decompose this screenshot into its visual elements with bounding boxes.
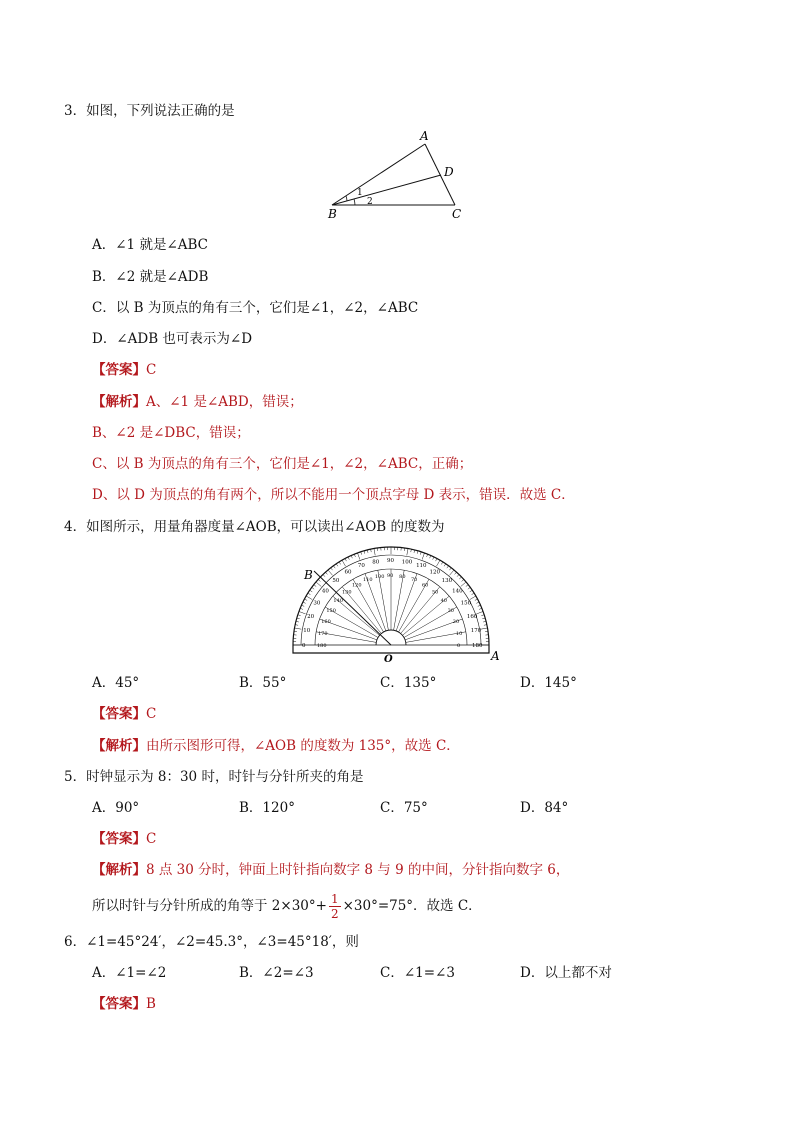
label-2: 2 bbox=[367, 197, 373, 207]
q6-stem: 6．∠1=45°24′，∠2=45.3°，∠3=45°18′，则 bbox=[64, 934, 359, 950]
answer-label: 【答案】 bbox=[92, 996, 146, 1012]
q6-option-d: D．以上都不对 bbox=[520, 965, 612, 981]
protractor-tick bbox=[472, 593, 475, 595]
protractor-tick bbox=[374, 548, 375, 555]
label-D: D bbox=[444, 165, 454, 179]
analysis-text: A、∠1 是∠ABD，错误； bbox=[146, 394, 303, 410]
q5-answer bbox=[92, 830, 156, 848]
protractor-tick bbox=[444, 564, 446, 566]
analysis-text: 8 点 30 分时，钟面上时针指向数字 8 与 9 的中间，分针指向数字 6， bbox=[146, 862, 570, 878]
q3-option-c: C．以 B 为顶点的角有三个，它们是∠1，∠2，∠ABC bbox=[92, 300, 419, 316]
protractor-inner-number: 20 bbox=[452, 619, 460, 626]
protractor-outer-number: 170 bbox=[470, 628, 482, 635]
answer-label: 【答案】 bbox=[92, 831, 146, 847]
protractor-outer-number: 80 bbox=[372, 559, 380, 566]
protractor-tick bbox=[301, 605, 304, 606]
protractor-outer-number: 50 bbox=[332, 577, 340, 584]
protractor-tick bbox=[299, 611, 306, 613]
protractor-tick bbox=[308, 593, 311, 595]
protractor-outer-number: 110 bbox=[416, 563, 427, 570]
protractor-inner-number: 70 bbox=[410, 577, 418, 584]
fraction-numerator: 1 bbox=[330, 892, 339, 906]
protractor-outer-number: 60 bbox=[344, 569, 352, 576]
protractor-tick bbox=[476, 602, 479, 603]
protractor-tick bbox=[331, 568, 333, 570]
protractor-inner-number: 0 bbox=[457, 643, 461, 649]
protractor-tick bbox=[306, 596, 312, 600]
protractor-inner-number: 100 bbox=[374, 574, 385, 581]
protractor-inner-number: 110 bbox=[363, 577, 373, 584]
answer-label: 【答案】 bbox=[92, 362, 146, 378]
protractor-inner-number: 180 bbox=[317, 643, 327, 649]
protractor-tick bbox=[459, 577, 461, 579]
q3-analysis-1 bbox=[92, 393, 303, 411]
protractor-inner-number: 30 bbox=[447, 608, 454, 614]
label-C: C bbox=[452, 207, 462, 221]
protractor-inner-number: 120 bbox=[352, 582, 362, 589]
label-O: O bbox=[384, 654, 393, 663]
q4-option-c: C．135° bbox=[380, 675, 437, 691]
protractor-tick bbox=[323, 575, 325, 577]
protractor-tick bbox=[304, 599, 307, 600]
q3-analysis-4: D、以 D 为顶点的角有两个，所以不能用一个顶点字母 D 表示，错误．故选 C． bbox=[92, 487, 575, 503]
q3-analysis-2: B、∠2 是∠DBC，错误； bbox=[92, 425, 250, 441]
protractor-outer-number: 10 bbox=[303, 628, 311, 635]
protractor-tick bbox=[422, 553, 424, 560]
protractor-tick bbox=[449, 570, 453, 575]
q3-option-d: D．∠ADB 也可表示为∠D bbox=[92, 331, 253, 347]
protractor-outer-number: 160 bbox=[466, 613, 478, 620]
q3-option-b: B．∠2 就是∠ADB bbox=[92, 269, 209, 285]
protractor-outer-number: 100 bbox=[401, 559, 413, 566]
protractor-inner-number: 60 bbox=[422, 582, 429, 589]
q6-option-c: C．∠1=∠3 bbox=[380, 965, 455, 981]
analysis-text-post: ×30°=75°．故选 C． bbox=[342, 898, 482, 914]
protractor-outer-number: 20 bbox=[307, 613, 315, 620]
protractor-tick bbox=[294, 628, 301, 629]
protractor-inner-number: 140 bbox=[333, 598, 343, 605]
label-B: B bbox=[328, 207, 337, 221]
protractor-inner-number: 90 bbox=[387, 573, 394, 579]
protractor-inner-number: 40 bbox=[440, 598, 447, 605]
protractor-tick bbox=[328, 570, 332, 575]
protractor-tick bbox=[351, 555, 352, 558]
q5-analysis-1 bbox=[92, 861, 569, 879]
protractor-tick bbox=[430, 555, 431, 558]
protractor-inner-number: 150 bbox=[326, 608, 336, 614]
q3-answer bbox=[92, 361, 156, 379]
q3-triangle-figure bbox=[320, 126, 470, 222]
answer-label: 【答案】 bbox=[92, 706, 146, 722]
protractor-tick bbox=[470, 596, 476, 600]
q6-answer bbox=[92, 995, 156, 1013]
protractor-outer-number: 40 bbox=[321, 588, 329, 595]
q3-option-a: A．∠1 就是∠ABC bbox=[92, 237, 209, 253]
analysis-label: 【解析】 bbox=[92, 394, 146, 410]
protractor-figure bbox=[288, 545, 506, 663]
label-1: 1 bbox=[357, 188, 363, 198]
protractor-tick bbox=[436, 558, 437, 561]
protractor-inner-number: 50 bbox=[431, 589, 439, 596]
analysis-label: 【解析】 bbox=[92, 738, 146, 754]
protractor-tick bbox=[468, 587, 470, 589]
q4-option-a: A．45° bbox=[92, 675, 140, 691]
label-A: A bbox=[420, 129, 429, 143]
protractor-tick bbox=[455, 572, 457, 574]
protractor-tick bbox=[441, 562, 443, 565]
protractor-tick bbox=[314, 585, 316, 587]
protractor-tick bbox=[407, 548, 408, 555]
q6-option-b: B．∠2=∠3 bbox=[239, 965, 314, 981]
q5-option-d: D．84° bbox=[520, 800, 569, 816]
protractor-tick bbox=[447, 566, 449, 568]
protractor-tick bbox=[316, 582, 321, 586]
analysis-label: 【解析】 bbox=[92, 862, 146, 878]
protractor-tick bbox=[357, 553, 359, 560]
protractor-outer-number: 90 bbox=[387, 558, 394, 564]
q5-option-c: C．75° bbox=[380, 800, 428, 816]
fraction bbox=[329, 892, 341, 921]
q3-analysis-3: C、以 B 为顶点的角有三个，它们是∠1，∠2，∠ABC，正确； bbox=[92, 456, 473, 472]
label-A: A bbox=[491, 649, 500, 663]
answer-value: C bbox=[146, 362, 157, 378]
protractor-outer-number: 30 bbox=[313, 600, 321, 607]
q5-analysis-2 bbox=[92, 886, 482, 926]
protractor-tick bbox=[466, 585, 468, 587]
analysis-text: 由所示图形可得，∠AOB 的度数为 135°，故选 C． bbox=[146, 738, 460, 754]
q4-stem: 4．如图所示，用量角器度量∠AOB，可以读出∠AOB 的度数为 bbox=[64, 519, 445, 535]
protractor-tick bbox=[312, 587, 314, 589]
protractor-inner-number: 170 bbox=[318, 630, 328, 637]
protractor-tick bbox=[339, 562, 341, 565]
protractor-tick bbox=[477, 611, 484, 613]
q4-analysis bbox=[92, 737, 460, 755]
q5-stem: 5．时钟显示为 8：30 时，时针与分针所夹的角是 bbox=[64, 769, 364, 785]
protractor-tick bbox=[475, 599, 478, 600]
q6-option-a: A．∠1=∠2 bbox=[92, 965, 167, 981]
q5-option-b: B．120° bbox=[239, 800, 295, 816]
q5-option-a: A．90° bbox=[92, 800, 140, 816]
protractor-tick bbox=[348, 557, 349, 560]
protractor-tick bbox=[433, 557, 434, 560]
protractor-outer-number: 140 bbox=[452, 588, 463, 595]
protractor-tick bbox=[336, 564, 338, 566]
protractor-tick bbox=[437, 560, 441, 566]
protractor-tick bbox=[478, 605, 481, 606]
protractor-tick bbox=[310, 590, 312, 592]
protractor-tick bbox=[303, 602, 306, 603]
protractor-inner-number: 80 bbox=[399, 574, 406, 581]
protractor-outer-number: 0 bbox=[302, 643, 306, 649]
protractor-inner-number: 130 bbox=[342, 589, 352, 596]
protractor-tick bbox=[462, 579, 464, 581]
protractor-tick bbox=[333, 566, 335, 568]
protractor-tick bbox=[325, 572, 327, 574]
fraction-denominator: 2 bbox=[330, 907, 339, 921]
answer-value: C bbox=[146, 831, 157, 847]
protractor-inner-number: 160 bbox=[321, 619, 331, 626]
protractor-outer-number: 150 bbox=[460, 600, 472, 607]
label-B: B bbox=[304, 568, 313, 582]
protractor-tick bbox=[457, 575, 459, 577]
protractor-tick bbox=[481, 628, 488, 629]
protractor-tick bbox=[461, 582, 466, 586]
protractor-tick bbox=[345, 558, 346, 561]
q4-option-b: B．55° bbox=[239, 675, 287, 691]
protractor-inner-number: 10 bbox=[455, 630, 463, 637]
protractor-tick bbox=[470, 590, 472, 592]
protractor-outer-number: 70 bbox=[357, 563, 365, 570]
protractor-tick bbox=[318, 579, 320, 581]
answer-value: B bbox=[146, 996, 156, 1012]
protractor-outer-number: 180 bbox=[472, 643, 483, 649]
protractor-outer-number: 120 bbox=[429, 569, 440, 576]
protractor-tick bbox=[342, 560, 346, 566]
protractor-tick bbox=[449, 568, 451, 570]
q4-answer bbox=[92, 705, 156, 723]
analysis-text-pre: 所以时针与分针所成的角等于 2×30°+ bbox=[92, 898, 327, 914]
q3-stem: 3．如图，下列说法正确的是 bbox=[64, 103, 235, 119]
answer-value: C bbox=[146, 706, 157, 722]
q4-option-d: D．145° bbox=[520, 675, 577, 691]
protractor-outer-number: 130 bbox=[441, 577, 453, 584]
